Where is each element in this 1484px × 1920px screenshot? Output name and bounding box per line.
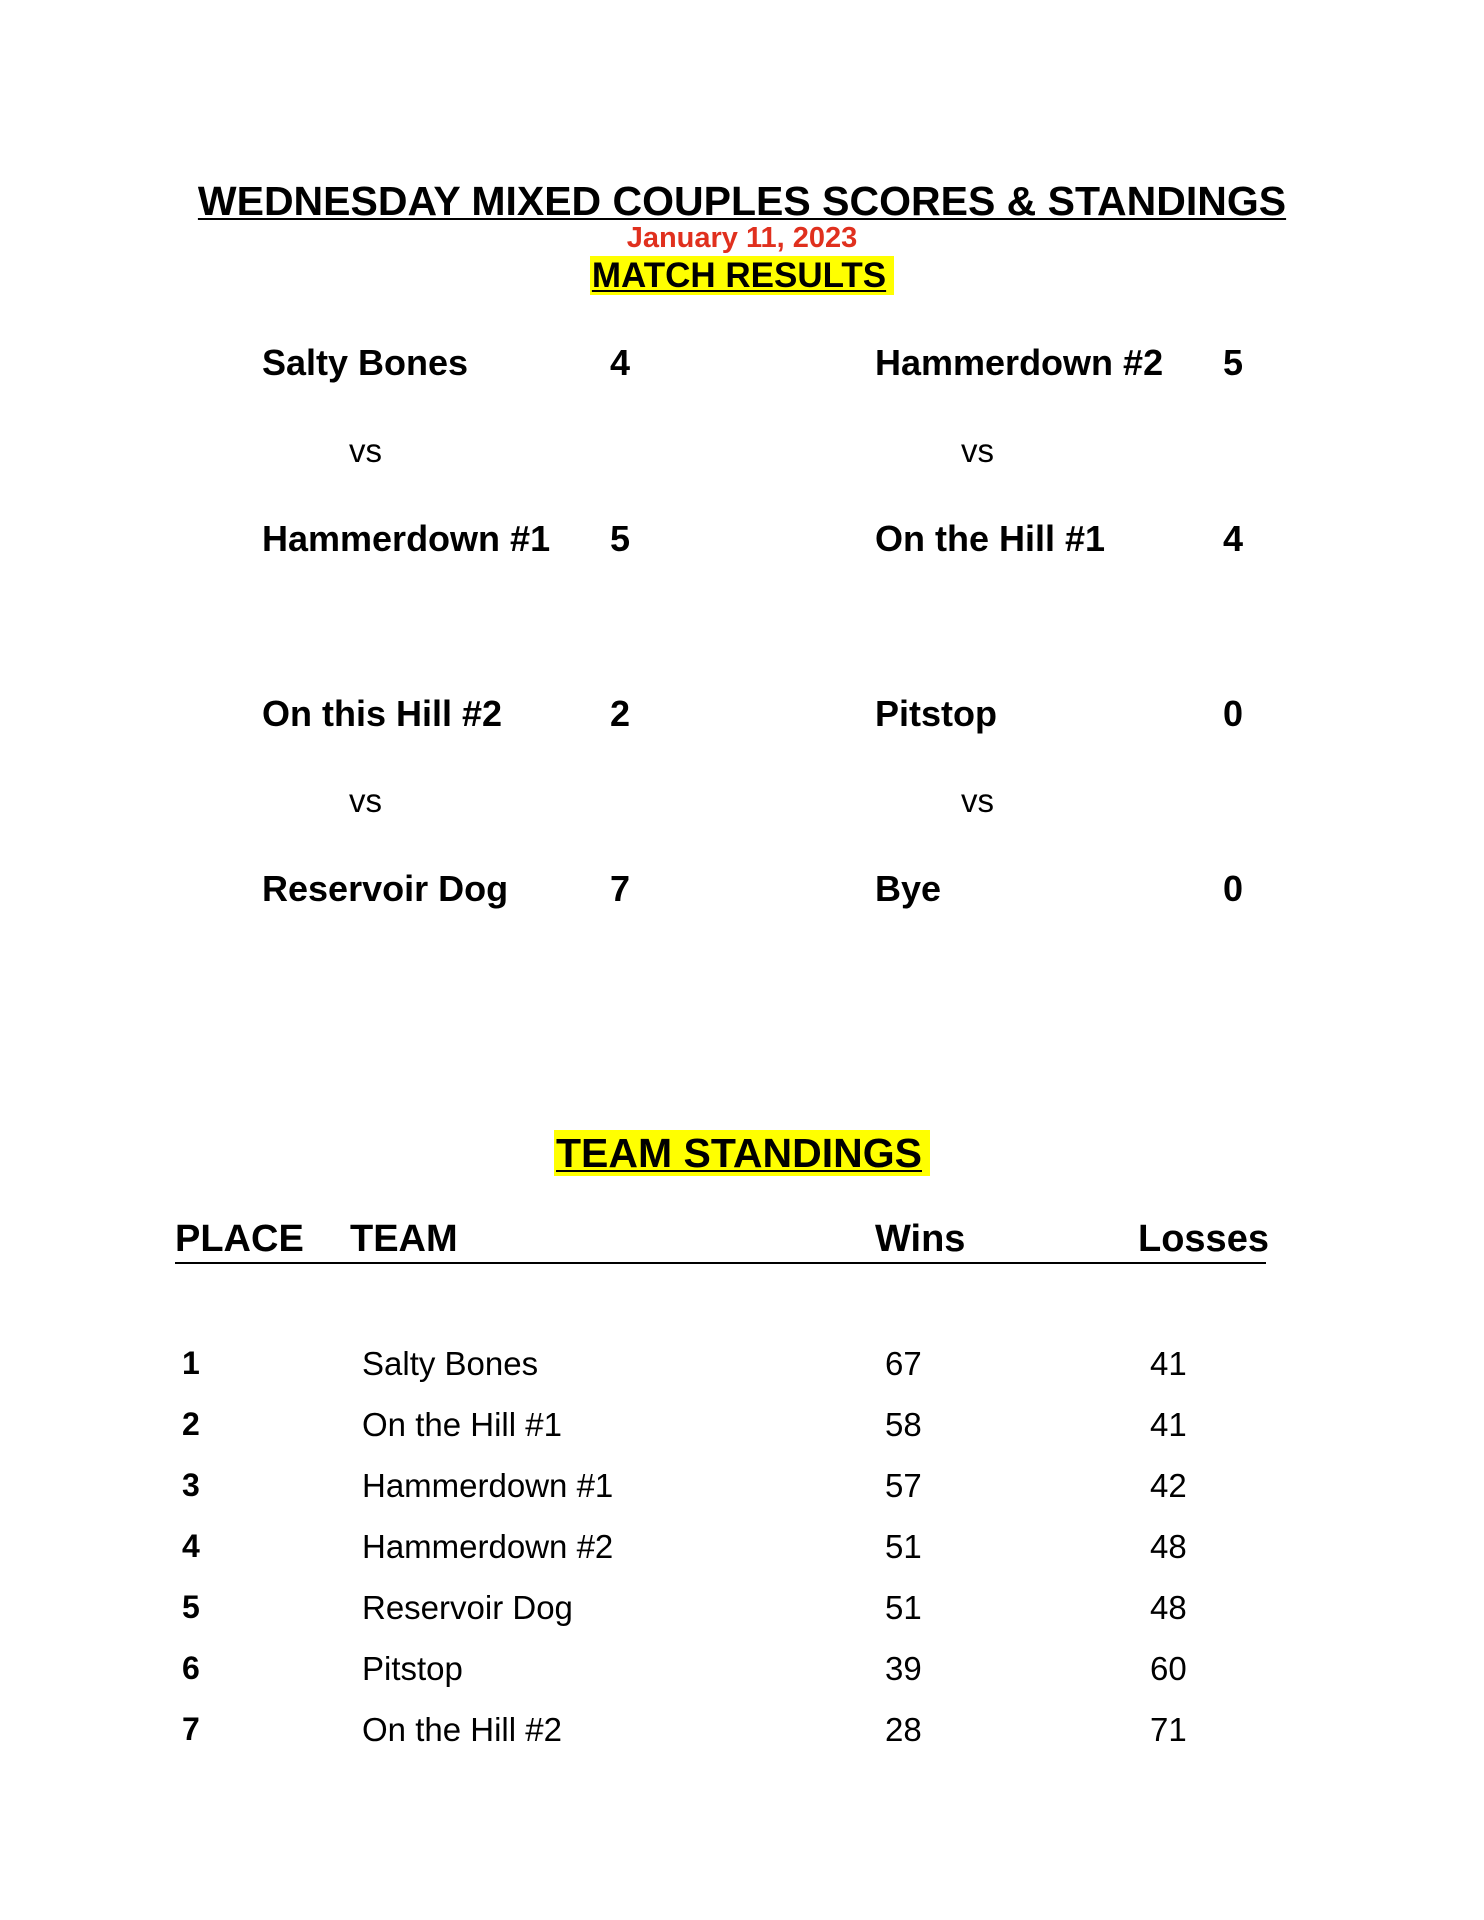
table-row-7-wins: 28 [885,1711,922,1748]
match-4-score-1: 0 [1223,693,1244,734]
table-row-3-team: Hammerdown #1 [362,1467,614,1504]
table-row-4-wins: 51 [885,1528,922,1565]
match-2-team-1: Hammerdown #2 [875,342,1164,383]
match-1-team-1: Salty Bones [262,342,469,383]
table-row-2-team: On the Hill #1 [362,1406,562,1443]
match-4-score-2: 0 [1223,868,1244,909]
match-2-score-2: 4 [1223,518,1244,559]
match-2-team-2: On the Hill #1 [875,518,1106,559]
table-row-5-place: 5 [182,1589,200,1625]
table-row-7-place: 7 [182,1711,200,1747]
header-underline [175,1262,1266,1264]
match-1-score-2: 5 [610,518,631,559]
table-row-1-place: 1 [182,1345,200,1381]
match-4-team-1: Pitstop [875,693,997,734]
table-row-4-team: Hammerdown #2 [362,1528,614,1565]
table-row-4-losses: 48 [1150,1528,1187,1565]
match-1-score-1: 4 [610,342,631,383]
table-row-2-losses: 41 [1150,1406,1187,1443]
column-header-wins: Wins [875,1218,966,1260]
match-4-vs: vs [961,782,994,819]
table-row-6-team: Pitstop [362,1650,463,1687]
page-title: WEDNESDAY MIXED COUPLES SCORES & STANDINGS [197,178,1287,224]
table-row-6-wins: 39 [885,1650,922,1687]
table-row-5-losses: 48 [1150,1589,1187,1626]
column-header-losses: Losses [1138,1218,1269,1260]
match-results-heading: MATCH RESULTS [0,256,1484,296]
table-row-4-place: 4 [182,1528,200,1564]
column-header-place: PLACE [175,1218,304,1260]
match-3-team-2: Reservoir Dog [262,868,509,909]
match-1-team-2: Hammerdown #1 [262,518,551,559]
match-1-vs: vs [349,432,382,469]
table-row-2-wins: 58 [885,1406,922,1443]
team-standings-heading: TEAM STANDINGS [0,1130,1484,1177]
match-2-vs: vs [961,432,994,469]
table-row-6-losses: 60 [1150,1650,1187,1687]
table-row-6-place: 6 [182,1650,200,1686]
match-3-team-1: On this Hill #2 [262,693,503,734]
table-row-1-wins: 67 [885,1345,922,1382]
table-row-3-wins: 57 [885,1467,922,1504]
match-3-score-2: 7 [610,868,631,909]
table-row-5-team: Reservoir Dog [362,1589,573,1626]
table-row-2-place: 2 [182,1406,200,1442]
table-row-3-losses: 42 [1150,1467,1187,1504]
report-date: January 11, 2023 [626,222,858,254]
table-row-7-team: On the Hill #2 [362,1711,562,1748]
match-3-vs: vs [349,782,382,819]
table-row-1-losses: 41 [1150,1345,1187,1382]
table-row-5-wins: 51 [885,1589,922,1626]
match-3-score-1: 2 [610,693,631,734]
column-header-team: TEAM [350,1218,458,1260]
table-row-7-losses: 71 [1150,1711,1187,1748]
match-2-score-1: 5 [1223,342,1244,383]
table-row-1-team: Salty Bones [362,1345,539,1382]
table-row-3-place: 3 [182,1467,200,1503]
match-4-team-2: Bye [875,868,942,909]
